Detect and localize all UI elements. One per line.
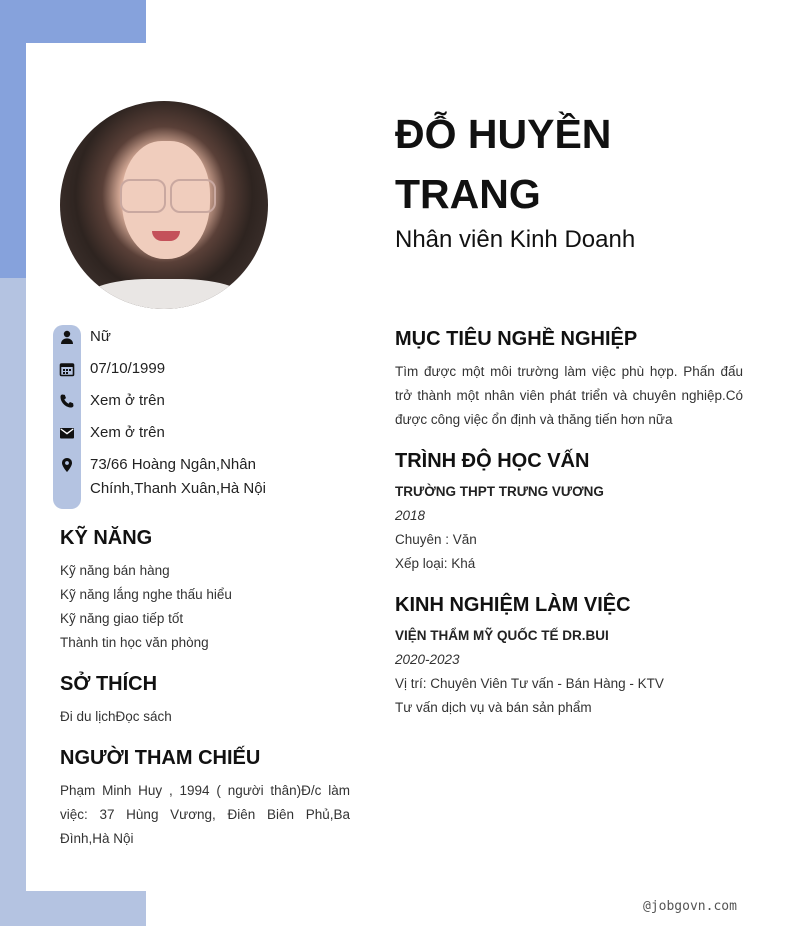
gender-text: Nữ	[90, 328, 111, 345]
skill-item: Thành tin học văn phòng	[60, 635, 209, 650]
location-pin-icon	[59, 457, 75, 473]
address-line-1: 73/66 Hoàng Ngân,Nhân	[90, 456, 256, 473]
address-line-2: Chính,Thanh Xuân,Hà Nội	[90, 480, 266, 497]
person-icon	[59, 329, 75, 345]
mail-icon	[59, 425, 75, 441]
phone-text: Xem ở trên	[90, 392, 165, 409]
skills-list	[60, 559, 232, 655]
skill-item: Kỹ năng bán hàng	[60, 563, 170, 578]
education-year: 2018	[395, 508, 426, 523]
contact-icon-bar	[53, 325, 81, 509]
education-school: TRƯỜNG THPT TRƯNG VƯƠNG	[395, 484, 604, 499]
calendar-icon	[59, 361, 75, 377]
watermark-text: @jobgovn.com	[643, 899, 737, 914]
education-grade: Xếp loại: Khá	[395, 556, 476, 571]
reference-text: Phạm Minh Huy , 1994 ( người thân)Đ/c làm việc: 37 Hùng Vương, Điên Biên Phủ,Ba Đình,Hà Nội	[60, 783, 350, 846]
objective-heading: MỤC TIÊU NGHỀ NGHIỆP	[395, 328, 638, 350]
birthday-text: 07/10/1999	[90, 360, 166, 377]
experience-company: VIỆN THẨM MỸ QUỐC TẾ DR.BUI	[395, 628, 609, 643]
experience-description: Tư vấn dịch vụ và bán sản phẩm	[395, 700, 592, 715]
email-text: Xem ở trên	[90, 424, 165, 441]
objective-text: Tìm được một môi trường làm việc phù hợp. Phấn đấu trở thành một nhân viên phát triển và chuyên nghiệp.Có được công việc ổn định và thăng tiến hơn nữa	[395, 364, 743, 427]
hobbies-heading: SỞ THÍCH	[60, 673, 158, 695]
skill-item: Kỹ năng lắng nghe thấu hiểu	[60, 587, 232, 602]
skills-heading: KỸ NĂNG	[60, 527, 153, 549]
experience-position: Vị trí: Chuyên Viên Tư vấn - Bán Hàng - KTV	[395, 676, 664, 691]
phone-icon	[59, 393, 75, 409]
skill-item: Kỹ năng giao tiếp tốt	[60, 611, 184, 626]
experience-heading: KINH NGHIỆM LÀM VIỆC	[395, 594, 631, 616]
candidate-name: ĐỖ HUYỀN TRANG	[395, 111, 612, 217]
reference-heading: NGƯỜI THAM CHIẾU	[60, 747, 261, 769]
education-major: Chuyên : Văn	[395, 532, 477, 547]
hobbies-text: Đi du lịchĐọc sách	[60, 709, 172, 724]
education-heading: TRÌNH ĐỘ HỌC VẤN	[395, 450, 590, 472]
experience-period: 2020-2023	[395, 652, 460, 667]
candidate-title: Nhân viên Kinh Doanh	[395, 226, 636, 253]
profile-photo	[60, 101, 268, 309]
